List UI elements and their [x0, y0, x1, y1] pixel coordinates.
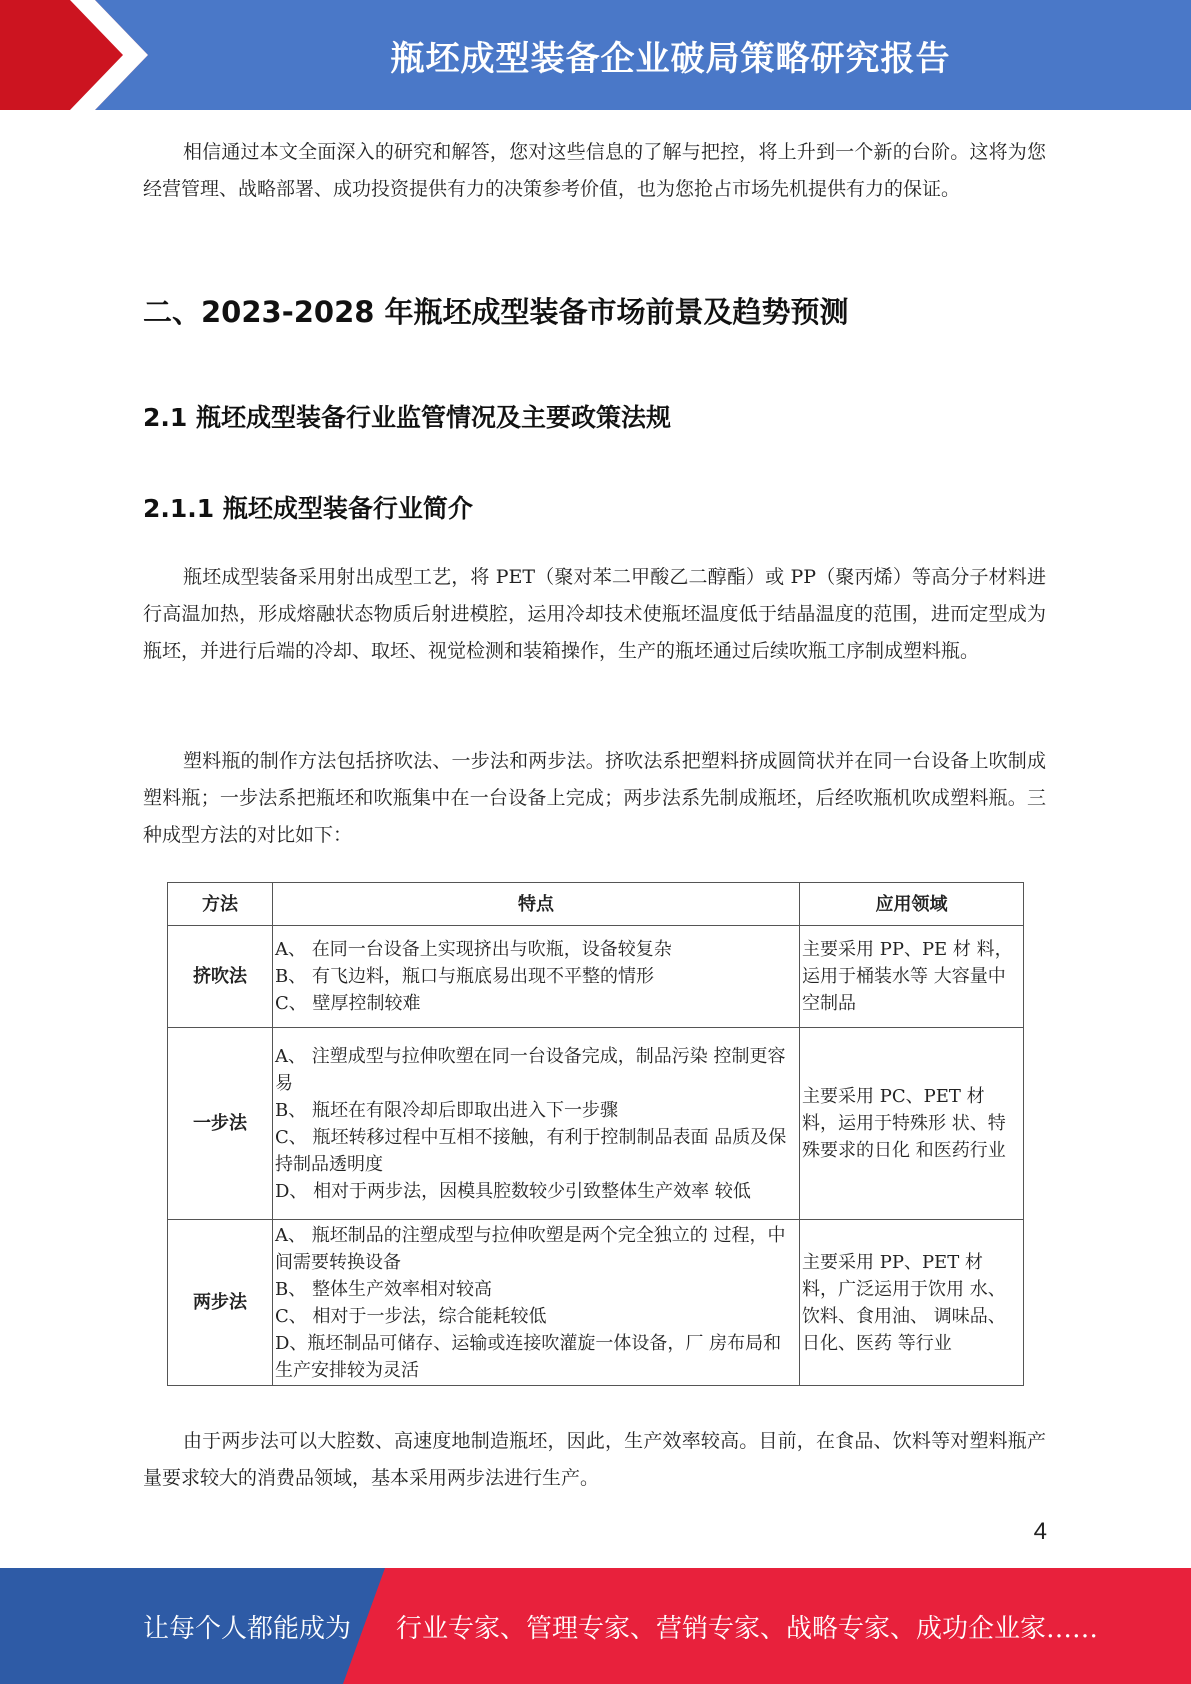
feature-line: A、 瓶坯制品的注塑成型与拉伸吹塑是两个完全独立的 过程，中间需要转换设备	[275, 1224, 786, 1273]
method-cell: 挤吹法	[168, 926, 273, 1028]
table-row	[168, 926, 1024, 1028]
footer-slogan-lead: 让每个人都能成为	[143, 1613, 352, 1644]
feature-line: D、 相对于两步法，因模具腔数较少引致整体生产效率 较低	[275, 1180, 751, 1202]
paragraph-conclusion: 由于两步法可以大腔数、高速度地制造瓶坯，因此，生产效率较高。目前，在食品、饮料等对塑料瓶产量要求较大的消费品领域，基本采用两步法进行生产。	[143, 1430, 1046, 1489]
paragraph-methods-intro: 塑料瓶的制作方法包括挤吹法、一步法和两步法。挤吹法系把塑料挤成圆筒状并在同一台设备上吹制成塑料瓶；一步法系把瓶坯和吹瓶集中在一台设备上完成；两步法系先制成瓶坯，后经吹瓶机吹成塑料瓶。三种成型方法的对比如下：	[143, 750, 1046, 846]
intro-paragraph: 相信通过本文全面深入的研究和解答，您对这些信息的了解与把控，将上升到一个新的台阶。这将为您经营管理、战略部署、成功投资提供有力的决策参考价值，也为您抢占市场先机提供有力的保证。	[143, 141, 1046, 200]
column-header-method: 方法	[168, 883, 273, 926]
subsection-heading: 2.1 瓶坯成型装备行业监管情况及主要政策法规	[143, 403, 671, 432]
feature-line: B、 整体生产效率相对较高	[275, 1278, 492, 1300]
feature-line: B、 有飞边料，瓶口与瓶底易出现不平整的情形	[275, 966, 654, 987]
application-cell: 主要采用 PP、PE 材 料，运用于桶装水等 大容量中空制品	[800, 926, 1024, 1028]
report-title: 瓶坯成型装备企业破局策略研究报告	[390, 38, 951, 79]
features-cell	[273, 926, 800, 1028]
column-header-application: 应用领域	[800, 883, 1024, 926]
page-header	[0, 0, 1191, 110]
table-header-row	[168, 883, 1024, 926]
feature-line: A、 在同一台设备上实现挤出与吹瓶，设备较复杂	[275, 939, 672, 960]
method-cell: 两步法	[168, 1220, 273, 1386]
features-cell	[273, 1028, 800, 1220]
feature-line: C、 壁厚控制较难	[275, 993, 421, 1014]
feature-line: B、 瓶坯在有限冷却后即取出进入下一步骤	[275, 1099, 618, 1121]
column-header-features: 特点	[273, 883, 800, 926]
application-cell: 主要采用 PC、PET 材 料，运用于特殊形 状、特殊要求的日化 和医药行业	[800, 1028, 1024, 1220]
page-footer	[0, 1568, 1191, 1684]
feature-line: C、 瓶坯转移过程中互相不接触，有利于控制制品表面 品质及保持制品透明度	[275, 1126, 787, 1175]
methods-comparison-table	[167, 882, 1024, 1386]
table-row	[168, 1220, 1024, 1386]
page-number: 4	[1033, 1518, 1047, 1545]
features-cell	[273, 1220, 800, 1386]
method-cell: 一步法	[168, 1028, 273, 1220]
application-cell: 主要采用 PP、PET 材 料，广泛运用于饮用 水、饮料、食用油、 调味品、日化、医药 等行业	[800, 1220, 1024, 1386]
feature-line: C、 相对于一步法，综合能耗较低	[275, 1305, 547, 1327]
footer-slogan-roles: 行业专家、管理专家、营销专家、战略专家、成功企业家……	[396, 1613, 1099, 1644]
feature-line: D、瓶坯制品可储存、运输或连接吹灌旋一体设备，厂 房布局和生产安排较为灵活	[275, 1332, 782, 1381]
table-row	[168, 1028, 1024, 1220]
section-heading: 二、2023-2028 年瓶坯成型装备市场前景及趋势预测	[143, 295, 849, 329]
feature-line: A、 注塑成型与拉伸吹塑在同一台设备完成，制品污染 控制更容易	[275, 1045, 786, 1094]
subsubsection-heading: 2.1.1 瓶坯成型装备行业简介	[143, 494, 473, 523]
paragraph-industry-intro: 瓶坯成型装备采用射出成型工艺，将 PET（聚对苯二甲酸乙二醇酯）或 PP（聚丙烯）等高分子材料进行高温加热，形成熔融状态物质后射进模腔，运用冷却技术使瓶坯温度低于结晶温度的范围，进而定型成为瓶坯，并进行后端的冷却、取坯、视觉检测和装箱操作，生产的瓶坯通过后续吹瓶工序制成塑料瓶。	[143, 566, 1046, 662]
